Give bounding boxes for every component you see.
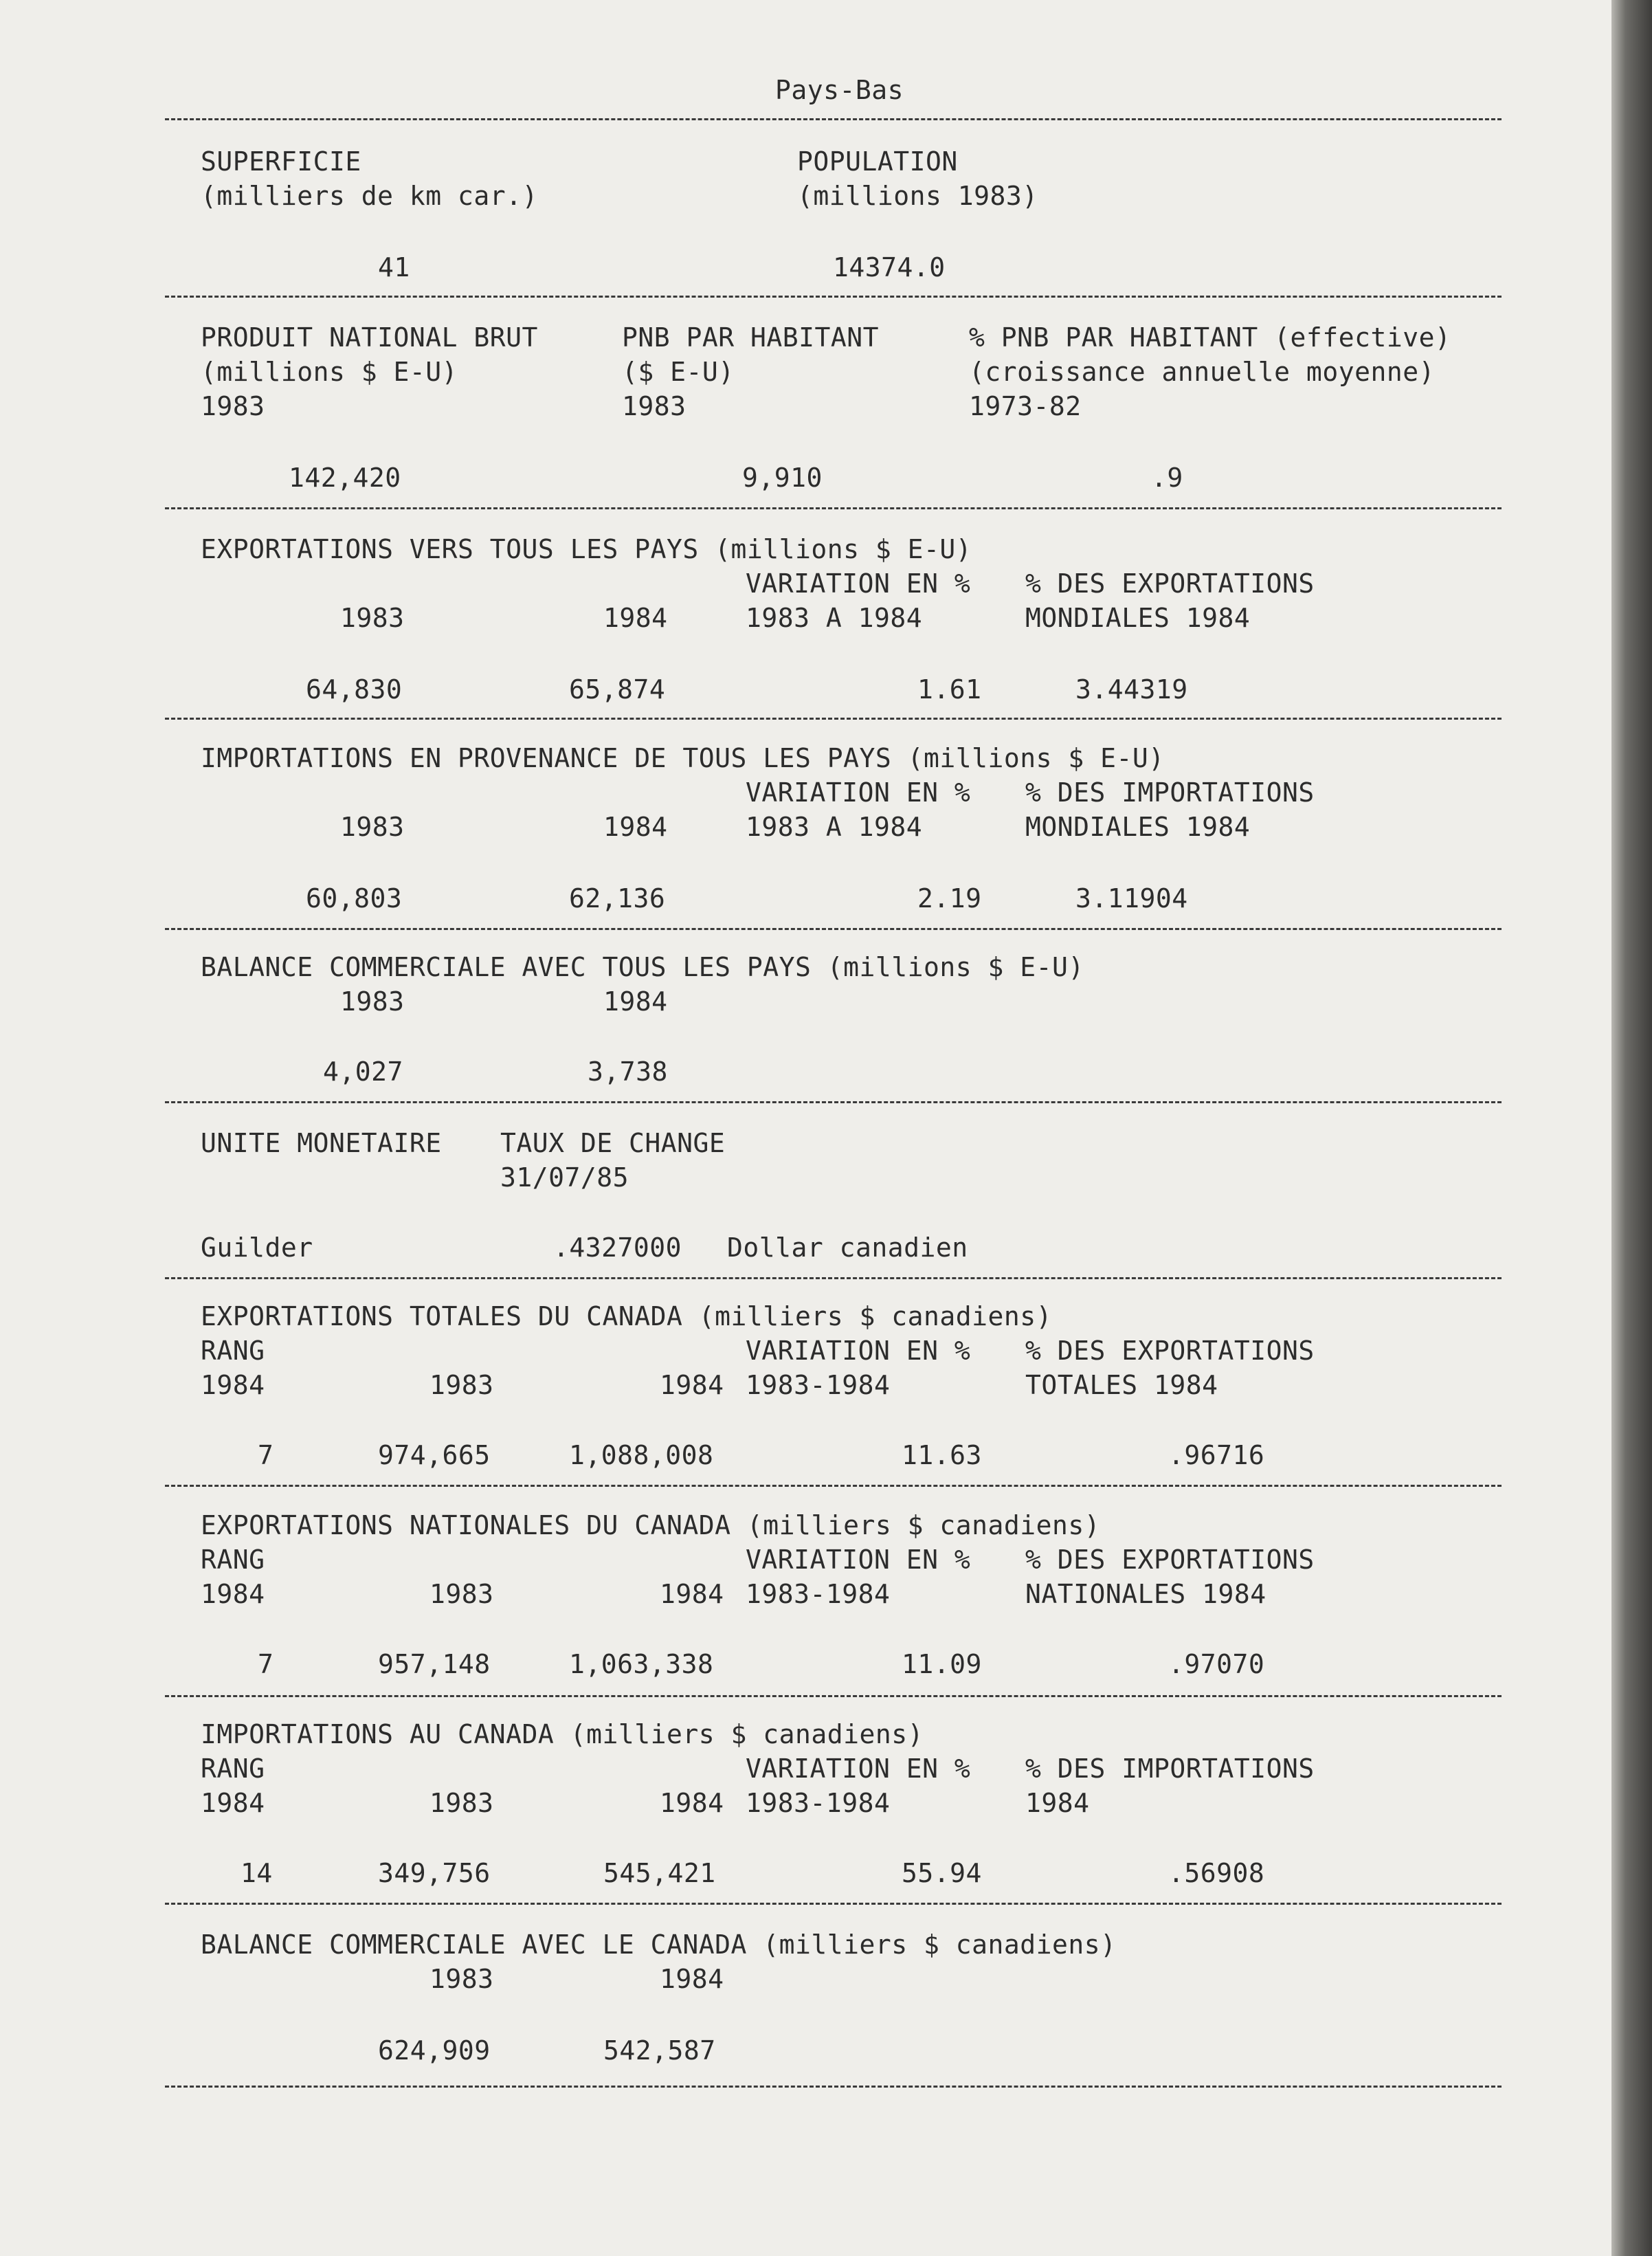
canada-domestic-exports-value-1983: 957,148 xyxy=(378,1649,491,1679)
canada-balance-value-1984: 542,587 xyxy=(603,2035,716,2066)
world-exports-share-period: MONDIALES 1984 xyxy=(1025,603,1251,633)
canada-imports-year-1983: 1983 xyxy=(429,1788,494,1818)
gnp-growth-value: .9 xyxy=(1151,463,1183,493)
world-balance-value-1983: 4,027 xyxy=(323,1057,403,1087)
world-balance-title: BALANCE COMMERCIALE AVEC TOUS LES PAYS (millions $ E-U) xyxy=(201,952,1084,982)
world-exports-year-1984: 1984 xyxy=(603,603,668,633)
separator xyxy=(165,1485,1502,1487)
separator xyxy=(165,2086,1502,2088)
separator xyxy=(165,118,1502,120)
canada-total-exports-rank-header: RANG xyxy=(201,1336,265,1366)
canada-imports-share-header: % DES IMPORTATIONS xyxy=(1025,1754,1315,1784)
canada-imports-rank: 14 xyxy=(241,1858,273,1888)
gnp-unit: (millions $ E-U) xyxy=(201,357,458,387)
area-value: 41 xyxy=(378,252,410,283)
gnp-per-capita-year: 1983 xyxy=(622,391,687,421)
separator xyxy=(165,1695,1502,1697)
world-imports-share: 3.11904 xyxy=(1075,883,1188,914)
canada-balance-value-1983: 624,909 xyxy=(378,2035,491,2066)
world-exports-year-1983: 1983 xyxy=(340,603,405,633)
world-imports-value-1984: 62,136 xyxy=(569,883,666,914)
world-exports-title: EXPORTATIONS VERS TOUS LES PAYS (millions $ E-U) xyxy=(201,534,972,564)
canada-total-exports-rank: 7 xyxy=(258,1440,274,1470)
area-label: SUPERFICIE xyxy=(201,146,361,177)
canada-domestic-exports-year-1984: 1984 xyxy=(660,1579,724,1609)
canada-total-exports-year-1984: 1984 xyxy=(660,1370,724,1400)
gnp-per-capita-value: 9,910 xyxy=(742,463,823,493)
canada-imports-year-1984: 1984 xyxy=(660,1788,724,1818)
canada-total-exports-variation: 11.63 xyxy=(902,1440,982,1470)
gnp-label: PRODUIT NATIONAL BRUT xyxy=(201,322,538,353)
canada-total-exports-share-header: % DES EXPORTATIONS xyxy=(1025,1336,1315,1366)
world-exports-share-header: % DES EXPORTATIONS xyxy=(1025,568,1315,599)
world-imports-variation: 2.19 xyxy=(917,883,982,914)
world-exports-share: 3.44319 xyxy=(1075,674,1188,705)
currency-name: Guilder xyxy=(201,1232,313,1263)
canada-total-exports-share: .96716 xyxy=(1168,1440,1265,1470)
canada-domestic-exports-title: EXPORTATIONS NATIONALES DU CANADA (milliers $ canadiens) xyxy=(201,1510,1101,1540)
canada-domestic-exports-year-1983: 1983 xyxy=(429,1579,494,1609)
canada-imports-value-1983: 349,756 xyxy=(378,1858,491,1888)
gnp-growth-label: % PNB PAR HABITANT (effective) xyxy=(969,322,1451,353)
canada-balance-year-1983: 1983 xyxy=(429,1964,494,1994)
gnp-per-capita-unit: ($ E-U) xyxy=(622,357,735,387)
canada-total-exports-title: EXPORTATIONS TOTALES DU CANADA (milliers $ canadiens) xyxy=(201,1301,1053,1331)
canada-domestic-exports-rank: 7 xyxy=(258,1649,274,1679)
currency-label: UNITE MONETAIRE xyxy=(201,1128,442,1158)
world-exports-variation-header: VARIATION EN % xyxy=(746,568,971,599)
population-label: POPULATION xyxy=(797,146,958,177)
gnp-growth-period: 1973-82 xyxy=(969,391,1082,421)
canada-total-exports-year-1983: 1983 xyxy=(429,1370,494,1400)
area-unit: (milliers de km car.) xyxy=(201,181,538,211)
world-imports-share-header: % DES IMPORTATIONS xyxy=(1025,777,1315,808)
world-imports-variation-header: VARIATION EN % xyxy=(746,777,971,808)
canada-total-exports-share-period: TOTALES 1984 xyxy=(1025,1370,1218,1400)
canada-imports-share-period: 1984 xyxy=(1025,1788,1090,1818)
canada-domestic-exports-variation-header: VARIATION EN % xyxy=(746,1545,971,1575)
world-imports-value-1983: 60,803 xyxy=(306,883,403,914)
canada-domestic-exports-variation-period: 1983-1984 xyxy=(746,1579,891,1609)
separator xyxy=(165,1903,1502,1905)
separator xyxy=(165,1101,1502,1103)
canada-domestic-exports-value-1984: 1,063,338 xyxy=(569,1649,714,1679)
canada-balance-year-1984: 1984 xyxy=(660,1964,724,1994)
canada-domestic-exports-share-header: % DES EXPORTATIONS xyxy=(1025,1545,1315,1575)
world-exports-variation: 1.61 xyxy=(917,674,982,705)
world-imports-variation-period: 1983 A 1984 xyxy=(746,812,923,842)
canada-imports-value-1984: 545,421 xyxy=(603,1858,716,1888)
world-balance-year-1984: 1984 xyxy=(603,986,668,1017)
canada-imports-share: .56908 xyxy=(1168,1858,1265,1888)
canada-imports-title: IMPORTATIONS AU CANADA (milliers $ canadiens) xyxy=(201,1719,924,1749)
canada-domestic-exports-share: .97070 xyxy=(1168,1649,1265,1679)
world-imports-share-period: MONDIALES 1984 xyxy=(1025,812,1251,842)
gnp-per-capita-label: PNB PAR HABITANT xyxy=(622,322,880,353)
world-balance-value-1984: 3,738 xyxy=(588,1057,668,1087)
canada-imports-variation-header: VARIATION EN % xyxy=(746,1754,971,1784)
separator xyxy=(165,296,1502,298)
canada-total-exports-value-1984: 1,088,008 xyxy=(569,1440,714,1470)
separator xyxy=(165,1277,1502,1279)
world-exports-value-1984: 65,874 xyxy=(569,674,666,705)
exchange-rate-value: .4327000 xyxy=(553,1232,682,1263)
exchange-rate-date: 31/07/85 xyxy=(500,1162,629,1193)
separator xyxy=(165,507,1502,509)
canada-total-exports-value-1983: 974,665 xyxy=(378,1440,491,1470)
gnp-value: 142,420 xyxy=(289,463,401,493)
canada-imports-variation: 55.94 xyxy=(902,1858,982,1888)
world-imports-year-1983: 1983 xyxy=(340,812,405,842)
page-title: Pays-Bas xyxy=(775,75,904,105)
world-imports-title: IMPORTATIONS EN PROVENANCE DE TOUS LES PAYS (millions $ E-U) xyxy=(201,743,1165,773)
canada-imports-variation-period: 1983-1984 xyxy=(746,1788,891,1818)
world-exports-value-1983: 64,830 xyxy=(306,674,403,705)
canada-imports-rank-year: 1984 xyxy=(201,1788,265,1818)
canada-domestic-exports-rank-year: 1984 xyxy=(201,1579,265,1609)
population-value: 14374.0 xyxy=(833,252,946,283)
canada-total-exports-variation-period: 1983-1984 xyxy=(746,1370,891,1400)
world-imports-year-1984: 1984 xyxy=(603,812,668,842)
canada-total-exports-rank-year: 1984 xyxy=(201,1370,265,1400)
separator xyxy=(165,718,1502,720)
canada-domestic-exports-variation: 11.09 xyxy=(902,1649,982,1679)
canada-balance-title: BALANCE COMMERCIALE AVEC LE CANADA (milliers $ canadiens) xyxy=(201,1929,1117,1960)
world-exports-variation-period: 1983 A 1984 xyxy=(746,603,923,633)
exchange-rate-unit: Dollar canadien xyxy=(727,1232,968,1263)
separator xyxy=(165,928,1502,930)
gnp-year: 1983 xyxy=(201,391,265,421)
canada-domestic-exports-rank-header: RANG xyxy=(201,1545,265,1575)
page-edge-shadow xyxy=(1611,0,1652,2256)
gnp-growth-unit: (croissance annuelle moyenne) xyxy=(969,357,1435,387)
canada-total-exports-variation-header: VARIATION EN % xyxy=(746,1336,971,1366)
canada-domestic-exports-share-period: NATIONALES 1984 xyxy=(1025,1579,1266,1609)
population-unit: (millions 1983) xyxy=(797,181,1038,211)
canada-imports-rank-header: RANG xyxy=(201,1754,265,1784)
world-balance-year-1983: 1983 xyxy=(340,986,405,1017)
exchange-rate-label: TAUX DE CHANGE xyxy=(500,1128,726,1158)
